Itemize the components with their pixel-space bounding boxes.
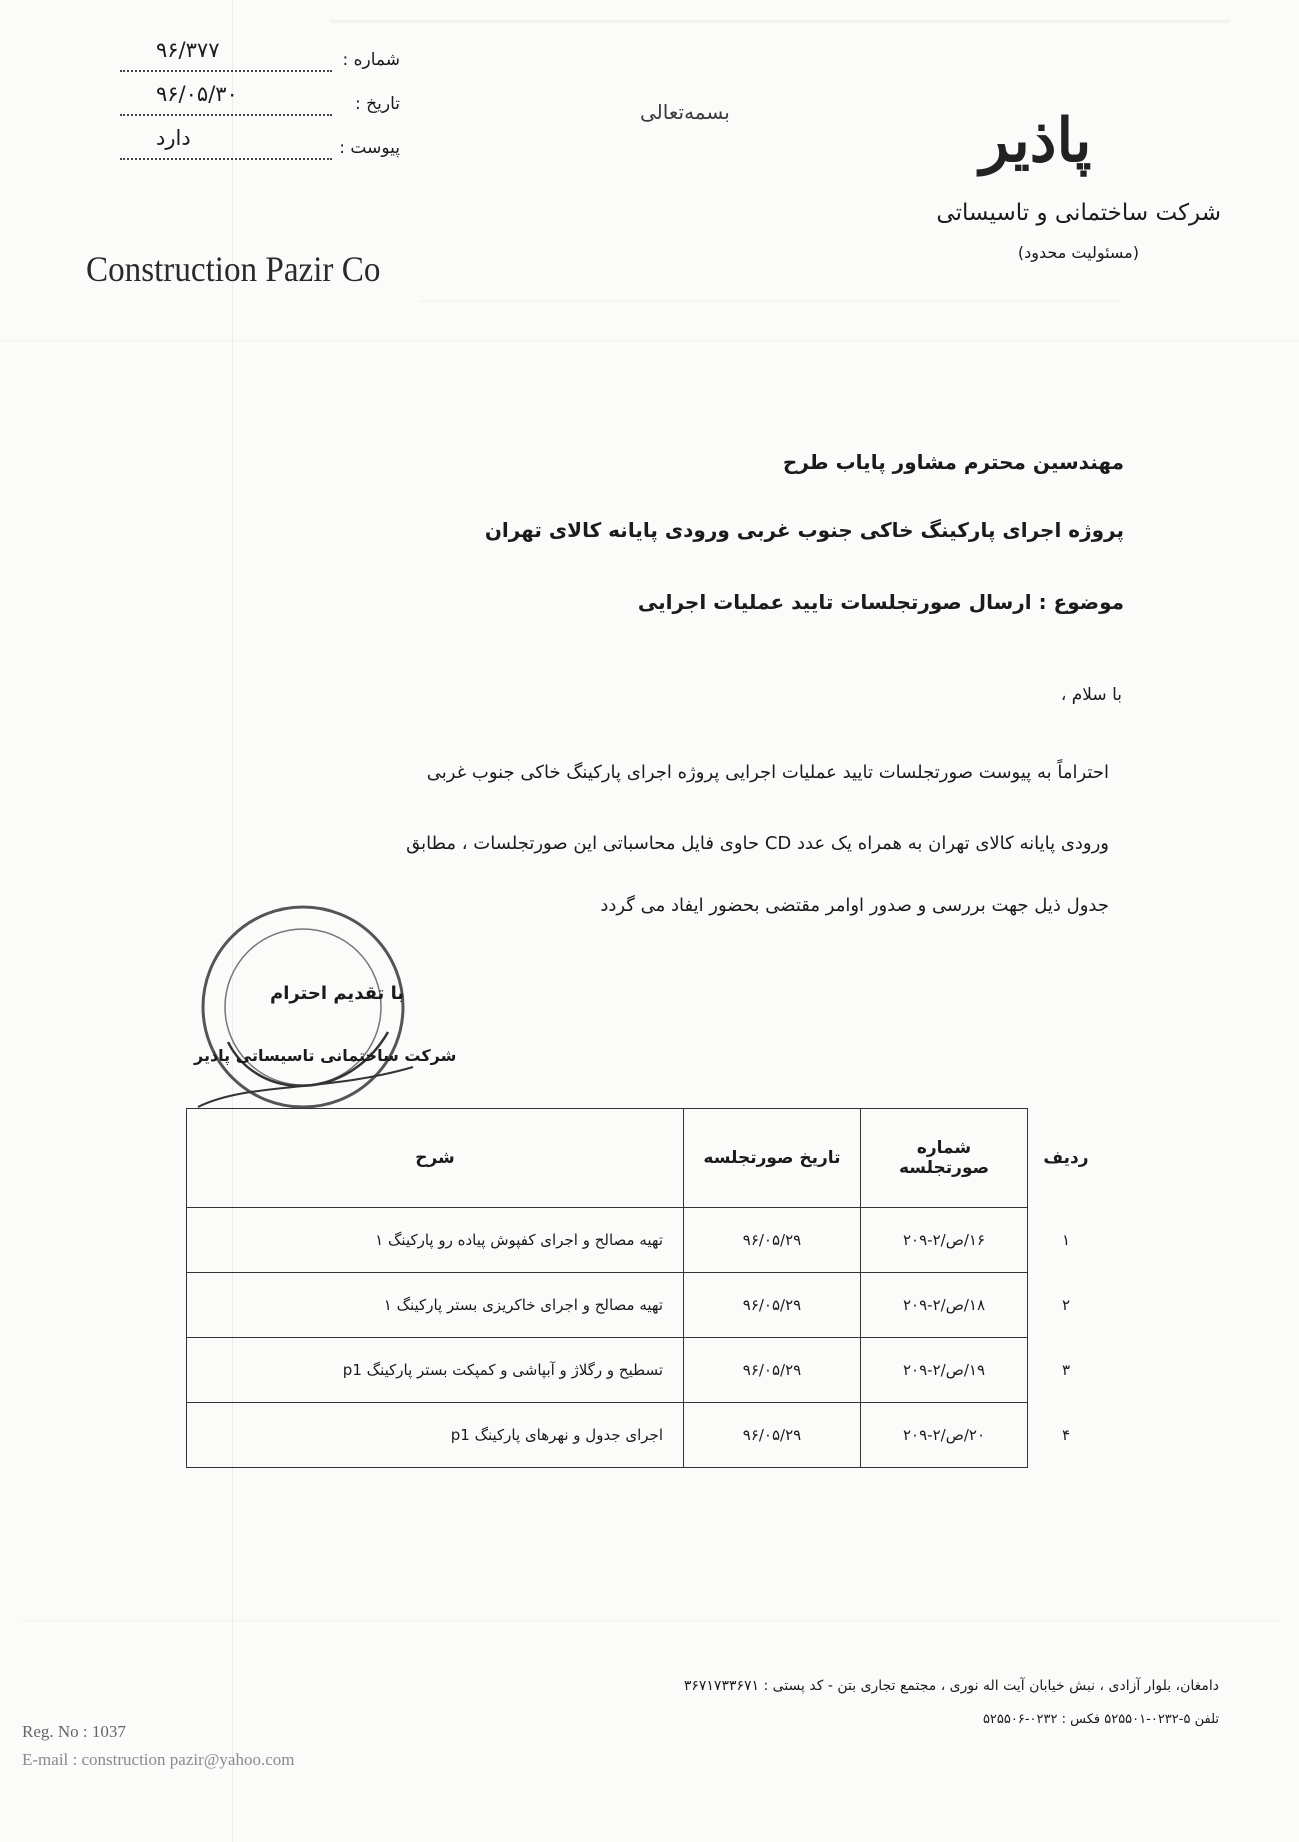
meta-attachment-row — [120, 126, 400, 166]
row-number: ۴ — [1028, 1403, 1105, 1468]
minutes-table — [186, 1108, 1104, 1468]
column-header-row-number: ردیف — [1028, 1109, 1105, 1208]
body-line: ورودی پایانه کالای تهران به همراه یک عدد CD حاوی فایل محاسباتی این صورتجلسات ، مطابق — [406, 833, 1109, 854]
letter-number: ۹۶/۳۷۷ — [156, 38, 220, 62]
greeting: با سلام ، — [1060, 685, 1122, 705]
minutes-date: ۹۶/۰۵/۲۹ — [684, 1403, 861, 1468]
letter-date: ۹۶/۰۵/۳۰ — [156, 82, 238, 106]
table-header-row — [187, 1109, 1105, 1208]
minutes-date: ۹۶/۰۵/۲۹ — [684, 1208, 861, 1273]
dotted-line — [120, 158, 332, 160]
meta-number-row — [120, 38, 400, 78]
signer: شرکت ساختمانی تاسیساتی پاذیر — [194, 1046, 457, 1065]
minutes-number: ۱۸/ص/۲-۲۰۹ — [861, 1273, 1028, 1338]
minutes-number: ۱۶/ص/۲-۲۰۹ — [861, 1208, 1028, 1273]
row-number: ۱ — [1028, 1208, 1105, 1273]
minutes-description: تهیه مصالح و اجرای کفپوش پیاده رو پارکینگ ۱ — [187, 1208, 684, 1273]
table-row — [187, 1338, 1105, 1403]
company-logo: پاذیر — [980, 106, 1092, 176]
minutes-date: ۹۶/۰۵/۲۹ — [684, 1273, 861, 1338]
closing-remark: با تقدیم احترام — [270, 983, 405, 1004]
minutes-number: ۲۰/ص/۲-۲۰۹ — [861, 1403, 1028, 1468]
footer-email: E-mail : construction pazir@yahoo.com — [22, 1750, 295, 1769]
header-invocation: بسمه‌تعالی — [640, 100, 730, 124]
minutes-description: تهیه مصالح و اجرای خاکریزی بستر پارکینگ ۱ — [187, 1273, 684, 1338]
date-label: تاریخ : — [355, 94, 400, 114]
company-name-english: Construction Pazir Co — [86, 249, 381, 289]
dotted-line — [120, 114, 332, 116]
registration-number: Reg. No : 1037 — [22, 1722, 126, 1741]
minutes-number: ۱۹/ص/۲-۲۰۹ — [861, 1338, 1028, 1403]
recipient: مهندسین محترم مشاور پایاب طرح — [782, 450, 1124, 474]
minutes-description: اجرای جدول و نهرهای پارکینگ p1 — [187, 1403, 684, 1468]
project-title: پروژه اجرای پارکینگ خاکی جنوب غربی ورودی پایانه کالای تهران — [484, 518, 1124, 542]
footer-phone: تلفن ۵-۰۲۳۲-۵۲۵۵۰۱ فکس : ۰۲۳۲-۵۲۵۵۰۶ — [982, 1712, 1219, 1727]
row-number: ۲ — [1028, 1273, 1105, 1338]
body-line: احتراماً به پیوست صورتجلسات تایید عملیات اجرایی پروژه اجرای پارکینگ خاکی جنوب غربی — [426, 762, 1109, 783]
attachment-label: پیوست : — [339, 138, 400, 158]
dotted-line — [120, 70, 332, 72]
company-seal — [188, 892, 418, 1122]
number-label: شماره : — [342, 50, 400, 70]
minutes-date: ۹۶/۰۵/۲۹ — [684, 1338, 861, 1403]
footer-address: دامغان، بلوار آزادی ، نبش خیابان آیت اله نوری ، مجتمع تجاری بتن - کد پستی : ۳۶۷۱۷۳۳۶۷۱ — [683, 1678, 1219, 1694]
table-row — [187, 1403, 1105, 1468]
table-row — [187, 1273, 1105, 1338]
company-type: (مسئولیت محدود) — [1017, 243, 1139, 262]
minutes-description: تسطیح و رگلاژ و آبپاشی و کمپکت بستر پارکینگ p1 — [187, 1338, 684, 1403]
body-line: جدول ذیل جهت بررسی و صدور اوامر مقتضی بحضور ایفاد می گردد — [600, 895, 1109, 916]
meta-date-row — [120, 82, 400, 122]
company-name-persian: شرکت ساختمانی و تاسیساتی — [936, 200, 1221, 226]
table-row — [187, 1208, 1105, 1273]
column-header-description: شرح — [187, 1109, 684, 1208]
column-header-minutes-date: تاریخ صورتجلسه — [684, 1109, 861, 1208]
letter-subject: موضوع : ارسال صورتجلسات تایید عملیات اجرایی — [637, 590, 1124, 614]
column-header-minutes-number: شماره صورتجلسه — [861, 1109, 1028, 1208]
attachment-value: دارد — [156, 126, 191, 150]
row-number: ۳ — [1028, 1338, 1105, 1403]
